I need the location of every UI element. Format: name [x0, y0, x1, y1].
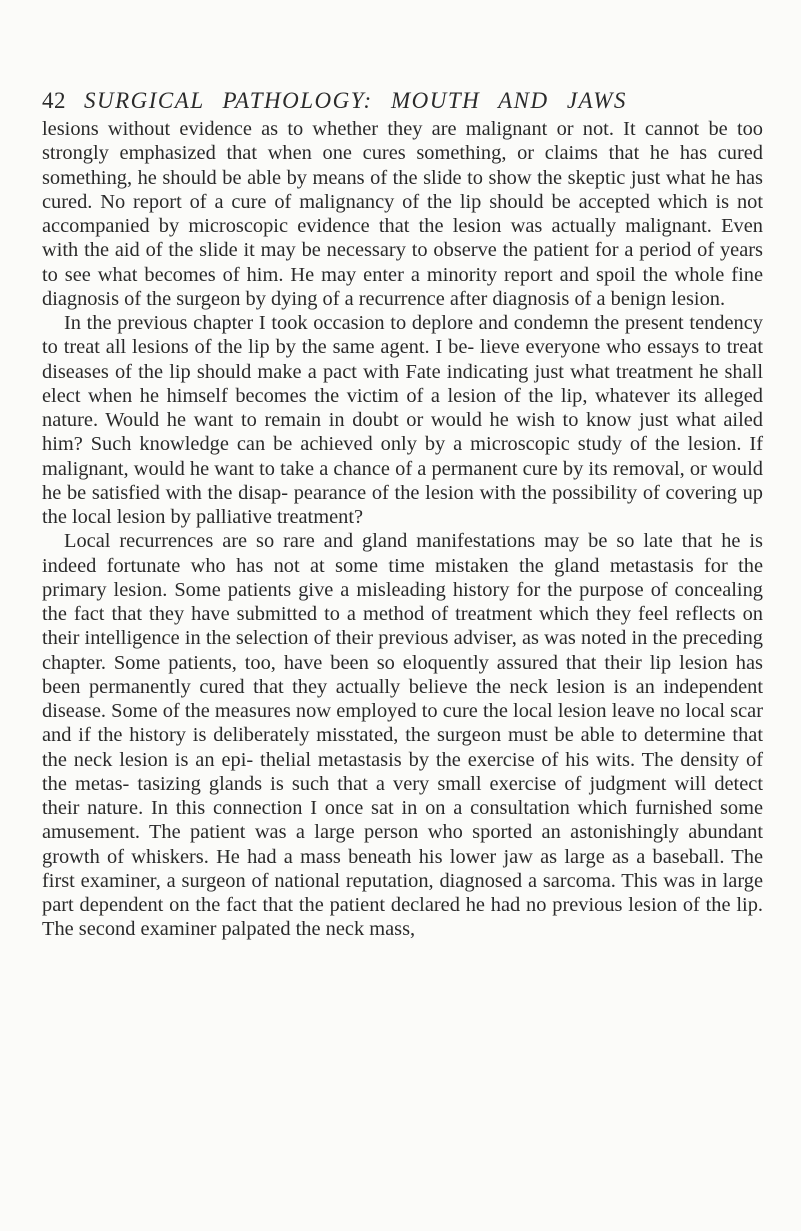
paragraph-1: lesions without evidence as to whether they are malignant or not. It cannot be too strongly emphasized that when one cures something, or claims that he has cured something, he should be able by means of the slide to show the skeptic just what he has cured. No report of a cure of malignancy of the lip should be accepted which is not accompanied by microscopic evidence that the lesion was actually malignant. Even with the aid of the slide it may be necessary to observe the patient for a period of years to see what becomes of him. He may enter a minority report and spoil the whole fine diagnosis of the surgeon by dying of a recurrence after diagnosis of a benign lesion. [42, 118, 763, 310]
body-text [42, 117, 763, 942]
paragraph-3: Local recurrences are so rare and gland manifestations may be so late that he is indeed fortunate who has not at some time mistaken the gland metastasis for the primary lesion. Some patients give a misleading history for the purpose of concealing the fact that they have submitted to a method of treatment which they feel reflects on their intelligence in the selection of their previous adviser, as was noted in the preceding chapter. Some patients, too, have been so eloquently assured that their lip lesion has been permanently cured that they actually believe the neck lesion is an independent disease. Some of the measures now employed to cure the local lesion leave no local scar and if the history is deliberately misstated, the surgeon must be able to determine that the neck lesion is an epi- thelial metastasis by the exercise of his wits. The density of the metas- tasizing glands is such that a very small exercise of judgment will detect their nature. In this connection I once sat in on a consultation which furnished some amusement. The patient was a large person who sported an astonishingly abundant growth of whiskers. He had a mass beneath his lower jaw as large as a baseball. The first examiner, a surgeon of national reputation, diagnosed a sarcoma. This was in large part dependent on the fact that the patient declared he had no previous lesion of the lip. The second examiner palpated the neck mass, [42, 530, 763, 941]
page-number: 42 [42, 88, 66, 113]
running-title: SURGICAL PATHOLOGY: MOUTH AND JAWS [84, 88, 627, 113]
paragraph-2: In the previous chapter I took occasion to deplore and condemn the present tendency to treat all lesions of the lip by the same agent. I be- lieve everyone who essays to treat diseases of the lip should make a pact with Fate indicating just what treatment he shall elect when he himself becomes the victim of a lesion of the lip, whatever its alleged nature. Would he want to remain in doubt or would he wish to know just what ailed him? Such knowledge can be achieved only by a microscopic study of the lesion. If malignant, would he want to take a chance of a permanent cure by its removal, or would he be satisfied with the disap- pearance of the lesion with the possibility of covering up the local lesion by palliative treatment? [42, 312, 763, 528]
